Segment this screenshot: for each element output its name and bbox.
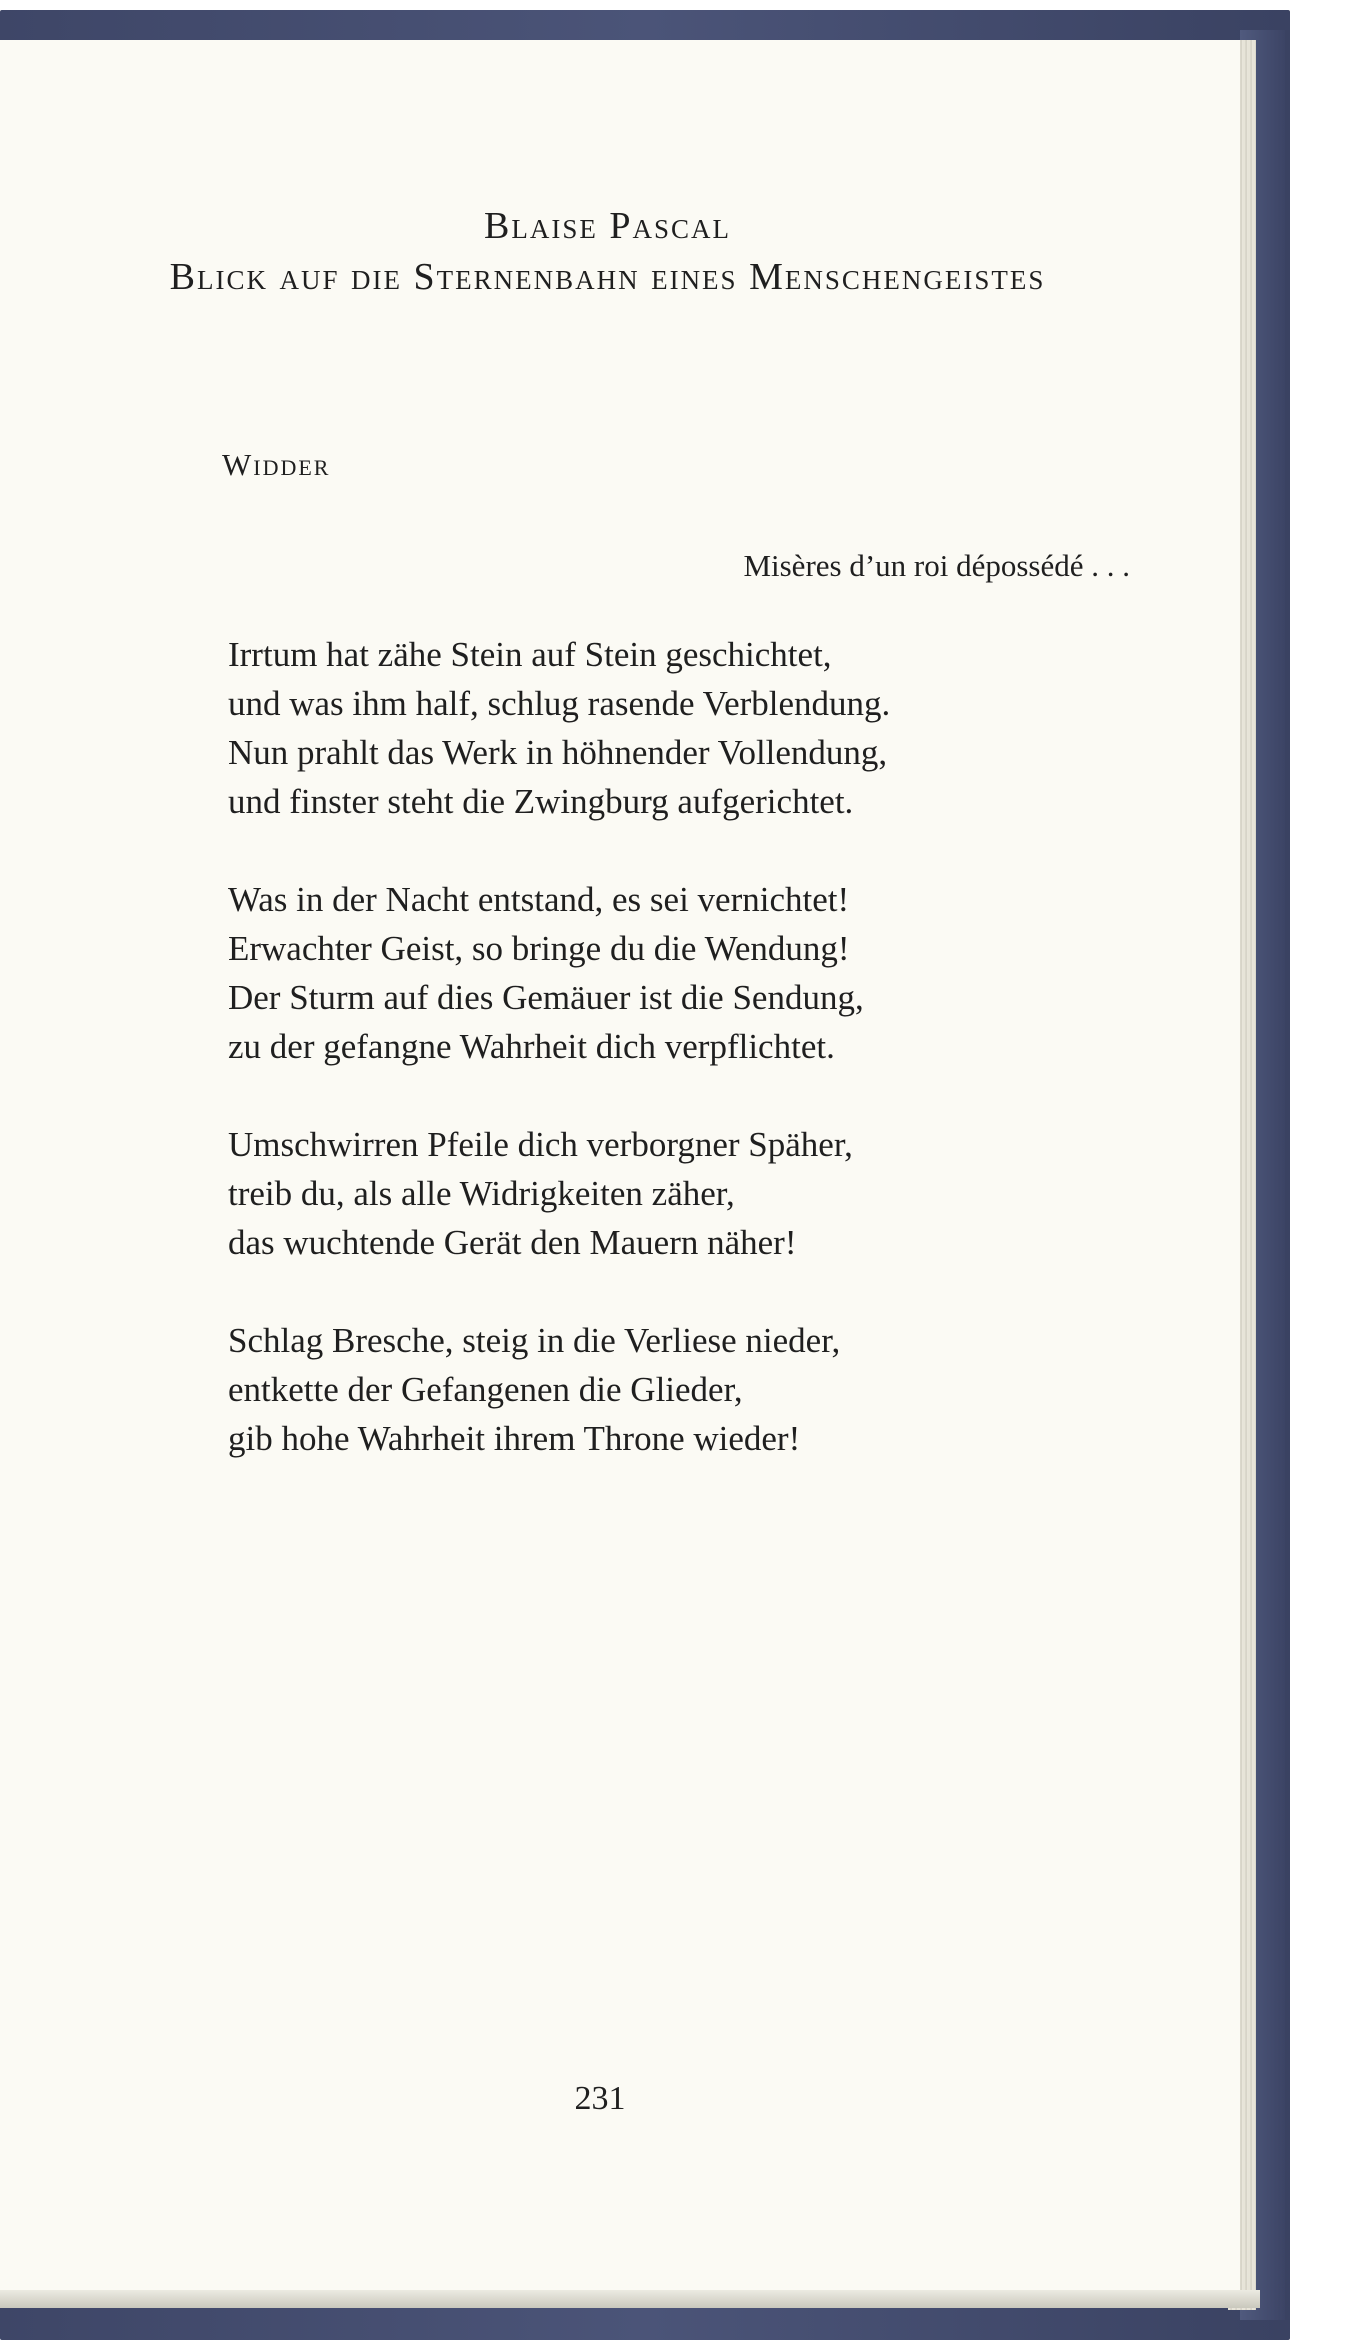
poem-line: und finster steht die Zwingburg aufgerichtet. [228, 782, 854, 821]
poem-line: Erwachter Geist, so bringe du die Wendung! [228, 929, 850, 968]
poem-line: das wuchtende Gerät den Mauern näher! [228, 1223, 797, 1262]
poem-line: Der Sturm auf dies Gemäuer ist die Sendung, [228, 978, 864, 1017]
author-heading: Blaise Pascal [484, 205, 731, 247]
poem-line: gib hohe Wahrheit ihrem Throne wieder! [228, 1419, 801, 1458]
poem-line: treib du, als alle Widrigkeiten zäher, [228, 1174, 735, 1213]
stanza [228, 1120, 1128, 1267]
epigraph: Misères d’un roi dépossédé . . . [743, 548, 1130, 583]
poem-line: Irrtum hat zähe Stein auf Stein geschichtet, [228, 635, 832, 674]
page-number: 231 [574, 2080, 626, 2117]
poem-line: und was ihm half, schlug rasende Verblendung. [228, 684, 891, 723]
stanza [228, 875, 1128, 1071]
poem-line: Schlag Bresche, steig in die Verliese nieder, [228, 1321, 841, 1360]
poem-series-title: Blick auf die Sternenbahn eines Menschengeistes [169, 256, 1046, 298]
poem-line: zu der gefangne Wahrheit dich verpflichtet. [228, 1027, 835, 1066]
poem-line: Was in der Nacht entstand, es sei vernichtet! [228, 880, 850, 919]
poem-line: Umschwirren Pfeile dich verborgner Späher, [228, 1125, 853, 1164]
stanza [228, 630, 1128, 826]
section-heading: Widder [222, 447, 331, 482]
page-bottom-edge [0, 2290, 1260, 2308]
poem-body [228, 630, 1128, 1512]
stanza [228, 1316, 1128, 1463]
poem-line: Nun prahlt das Werk in höhnender Vollendung, [228, 733, 888, 772]
poem-line: entkette der Gefangenen die Glieder, [228, 1370, 743, 1409]
